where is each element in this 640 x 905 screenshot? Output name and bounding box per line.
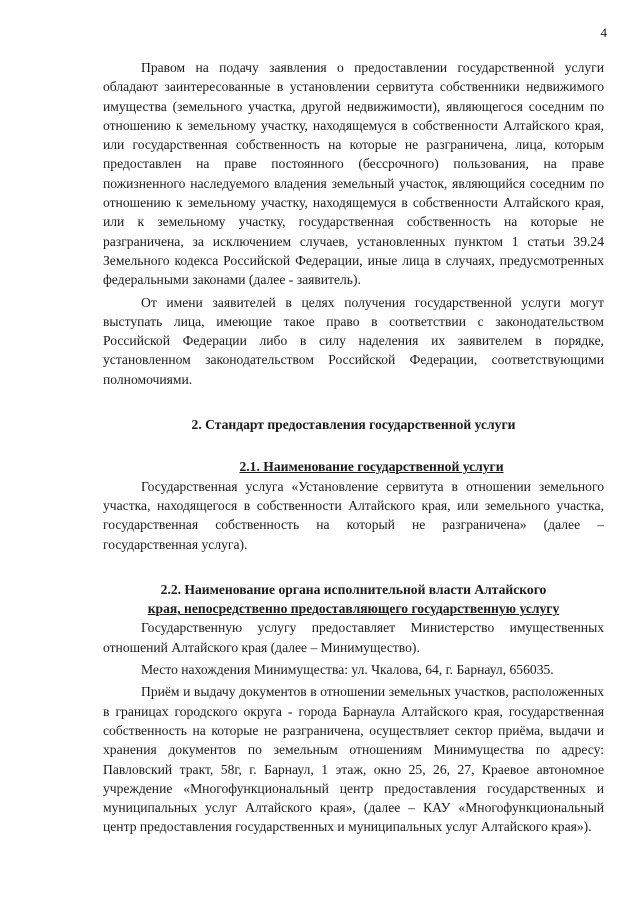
heading-section-2-2 — [103, 580, 604, 619]
paragraph-representatives: От имени заявителей в целях получения государственной услуги могут выступать лица, имеющие такое право в соответствии с законодательством Российской Федерации либо в силу наделения их заявителем в порядке, установленном законодательством Российской Федерации, соответствующими полномочиями. — [103, 294, 604, 387]
heading-section-2: 2. Стандарт предоставления государственной услуги — [191, 417, 516, 433]
paragraph-ministry: Государственную услугу предоставляет Министерство имущественных отношений Алтайского края (далее – Минимущество). — [103, 620, 604, 655]
document-body — [103, 58, 604, 837]
heading-section-2-2-line2: края, непосредственно предоставляющего государственную услугу — [147, 601, 560, 617]
paragraph-ministry-address: Место нахождения Минимущества: ул. Чкалова, 64, г. Барнаул, 656035. — [141, 662, 554, 678]
paragraph-document-reception: Приём и выдачу документов в отношении земельных участков, расположенных в границах городского округа - города Барнаула Алтайского края, государственная собственность на которые не разграничена, осуществляет сектор приёма, выдачи и хранения документов по земельным отношениям Минимущества по адресу: Павловский тракт, 58г, г. Барнаул, 1 этаж, окно 25, 26, 27, Краевое автономное учреждение «Многофункциональный центр предоставления государственных и муниципальных услуг Алтайского края», (далее – КАУ «Многофункциональный центр предоставления государственных и муниципальных услуг Алтайского края»). — [103, 684, 604, 835]
paragraph-applicants: Правом на подачу заявления о предоставлении государственной услуги обладают заинтересованные в установлении сервитута собственники недвижимого имущества (земельного участка, другой недвижимости), являющегося соседним по отношению к земельному участку, находящемуся в собственности Алтайского края, или государственная собственность на которые не разграничена, лица, которым предоставлен на праве постоянного (бессрочного) пользования, на праве пожизненного наследуемого владения земельный участок, являющийся соседним по отношению к земельному участку, находящемуся в собственности Алтайского края, или к земельному участку, государственная собственность на которые не разграничена, за исключением случаев, установленных пунктом 1 статьи 39.24 Земельного кодекса Российской Федерации, иные лица в случаях, предусмотренных федеральными законами (далее - заявитель). — [103, 60, 604, 288]
paragraph-service-name: Государственная услуга «Установление сервитута в отношении земельного участка, находящегося в собственности Алтайского края, или земельного участка, государственная собственность на который не разграничена» (далее – государственная услуга). — [103, 478, 604, 552]
heading-section-2-1 — [103, 457, 604, 476]
page-number: 4 — [600, 25, 607, 40]
heading-section-2-2-line1: 2.2. Наименование органа исполнительной власти Алтайского — [160, 581, 547, 597]
heading-section-2-1-text: 2.1. Наименование государственной услуги — [239, 459, 504, 475]
